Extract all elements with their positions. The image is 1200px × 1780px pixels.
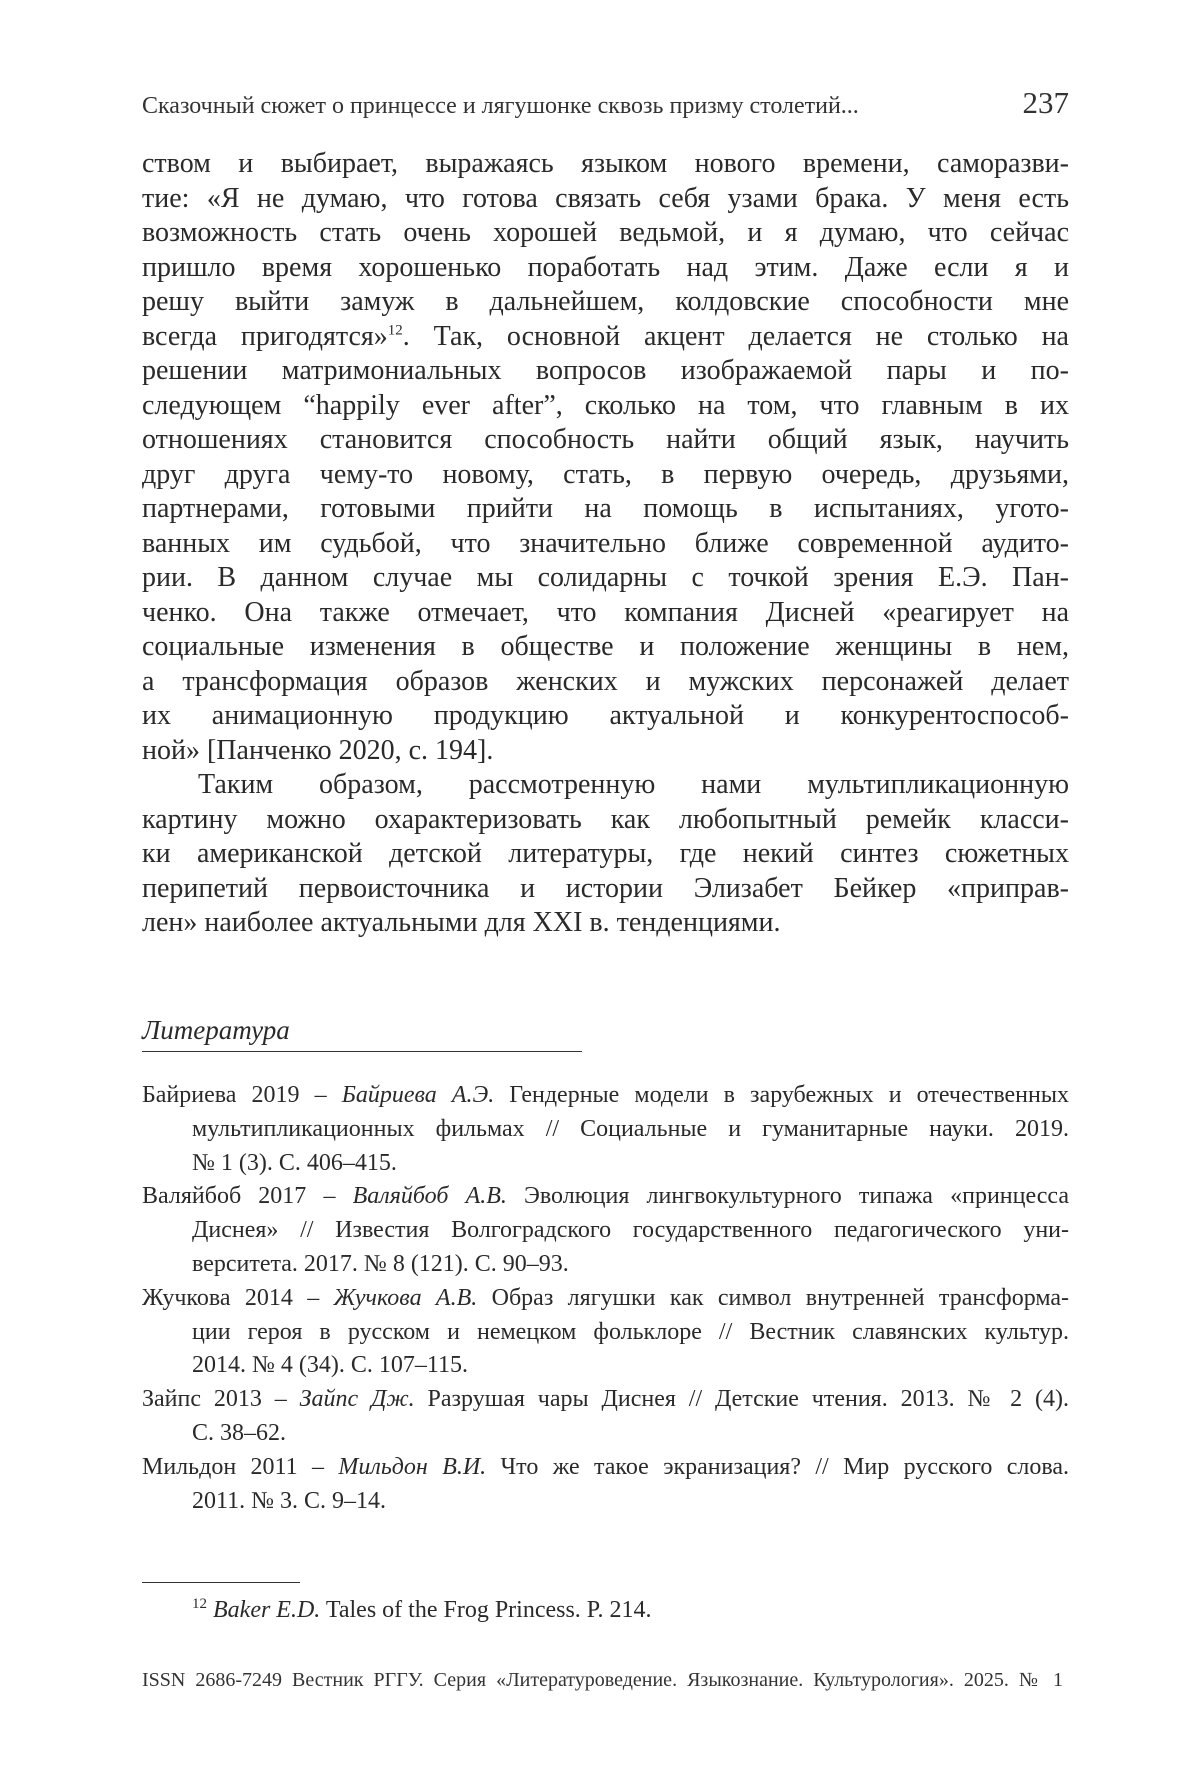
body-line: Таким образом, рассмотренную нами мультипликационную xyxy=(142,768,1069,803)
body-line-text: . Так, основной акцент делается не столько на xyxy=(403,321,1069,352)
body-line: ством и выбирает, выражаясь языком нового времени, саморазви- xyxy=(142,147,1069,182)
body-line: ванных им судьбой, что значительно ближе современной аудито- xyxy=(142,527,1069,562)
footnote-reference[interactable]: 12 xyxy=(388,322,403,338)
footnote xyxy=(192,1594,652,1628)
reference-key: Мильдон 2011 – xyxy=(142,1454,338,1480)
body-line: друг друга чему-то новому, стать, в первую очередь, друзьями, xyxy=(142,458,1069,493)
reference-entry xyxy=(142,1079,1069,1180)
reference-key: Жучкова 2014 – xyxy=(142,1285,334,1311)
reference-line: 2014. № 4 (34). С. 107–115. xyxy=(142,1349,1069,1383)
reference-title: Эволюция лингвокультурного типажа «принцесса xyxy=(507,1183,1069,1209)
body-line: рии. В данном случае мы солидарны с точкой зрения Е.Э. Пан- xyxy=(142,561,1069,596)
reference-title: Гендерные модели в зарубежных и отечественных xyxy=(494,1082,1069,1108)
journal-footer: ISSN 2686-7249 Вестник РГГУ. Серия «Литературоведение. Языкознание. Культурология». 2025. № 1 xyxy=(142,1668,1063,1692)
reference-title: Образ лягушки как символ внутренней трансформа- xyxy=(477,1285,1069,1311)
reference-key: Байриева 2019 – xyxy=(142,1082,342,1108)
body-line: пришло время хорошенько поработать над этим. Даже если я и xyxy=(142,251,1069,286)
body-line-text: всегда пригодятся» xyxy=(142,321,388,352)
reference-entry xyxy=(142,1282,1069,1383)
body-line: картину можно охарактеризовать как любопытный ремейк класси- xyxy=(142,803,1069,838)
body-line: лен» наиболее актуальными для XXI в. тенденциями. xyxy=(142,906,1069,941)
reference-title: Разрушая чары Диснея // Детские чтения. 2013. № 2 (4). xyxy=(415,1386,1069,1412)
body-line: следующем “happily ever after”, сколько на том, что главным в их xyxy=(142,389,1069,424)
reference-line xyxy=(142,1180,1069,1214)
reference-line: 2011. № 3. С. 9–14. xyxy=(142,1485,1069,1519)
footnote-text: Tales of the Frog Princess. P. 214. xyxy=(320,1597,651,1623)
body-text xyxy=(142,147,1069,941)
reference-author: Зайпс Дж. xyxy=(300,1386,415,1412)
reference-key: Зайпс 2013 – xyxy=(142,1386,300,1412)
reference-entry xyxy=(142,1451,1069,1519)
reference-key: Валяйбоб 2017 – xyxy=(142,1183,353,1209)
body-line: решении матримониальных вопросов изображаемой пары и по- xyxy=(142,354,1069,389)
footnote-rule xyxy=(142,1582,300,1583)
reference-line xyxy=(142,1451,1069,1485)
footnote-number: 12 xyxy=(192,1596,207,1612)
body-line: ки американской детской литературы, где некий синтез сюжетных xyxy=(142,837,1069,872)
body-line: их анимационную продукцию актуальной и конкурентоспособ- xyxy=(142,699,1069,734)
body-line: партнерами, готовыми прийти на помощь в испытаниях, угото- xyxy=(142,492,1069,527)
reference-line xyxy=(142,1383,1069,1417)
page-number: 237 xyxy=(1023,86,1070,120)
reference-entry xyxy=(142,1180,1069,1281)
heading-rule xyxy=(142,1051,582,1052)
body-line: решу выйти замуж в дальнейшем, колдовские способности мне xyxy=(142,285,1069,320)
body-line: а трансформация образов женских и мужских персонажей делает xyxy=(142,665,1069,700)
body-line: перипетий первоисточника и истории Элизабет Бейкер «приправ- xyxy=(142,872,1069,907)
footnote-author: Baker E.D. xyxy=(213,1597,320,1623)
body-line: ченко. Она также отмечает, что компания Дисней «реагирует на xyxy=(142,596,1069,631)
reference-author: Жучкова А.В. xyxy=(334,1285,478,1311)
reference-line: мультипликационных фильмах // Социальные и гуманитарные науки. 2019. xyxy=(142,1113,1069,1147)
reference-line xyxy=(142,1282,1069,1316)
body-line: отношениях становится способность найти общий язык, научить xyxy=(142,423,1069,458)
body-line: тие: «Я не думаю, что готова связать себя узами брака. У меня есть xyxy=(142,182,1069,217)
reference-entry xyxy=(142,1383,1069,1451)
reference-line: Диснея» // Известия Волгоградского государственного педагогического уни- xyxy=(142,1214,1069,1248)
reference-title: Что же такое экранизация? // Мир русского слова. xyxy=(486,1454,1069,1480)
reference-author: Мильдон В.И. xyxy=(338,1454,486,1480)
reference-line: ции героя в русском и немецком фольклоре // Вестник славянских культур. xyxy=(142,1316,1069,1350)
reference-author: Валяйбоб А.В. xyxy=(353,1183,507,1209)
reference-list xyxy=(142,1079,1069,1518)
reference-line: № 1 (3). С. 406–415. xyxy=(142,1147,1069,1181)
reference-line xyxy=(142,1079,1069,1113)
reference-author: Байриева А.Э. xyxy=(342,1082,495,1108)
body-line xyxy=(142,320,1069,355)
body-line: социальные изменения в обществе и положение женщины в нем, xyxy=(142,630,1069,665)
literature-heading: Литература xyxy=(142,1013,290,1047)
body-line: ной» [Панченко 2020, с. 194]. xyxy=(142,734,1069,769)
reference-line: верситета. 2017. № 8 (121). С. 90–93. xyxy=(142,1248,1069,1282)
reference-line: С. 38–62. xyxy=(142,1417,1069,1451)
running-title: Сказочный сюжет о принцессе и лягушонке сквозь призму столетий... xyxy=(142,92,859,120)
body-line: возможность стать очень хорошей ведьмой, и я думаю, что сейчас xyxy=(142,216,1069,251)
